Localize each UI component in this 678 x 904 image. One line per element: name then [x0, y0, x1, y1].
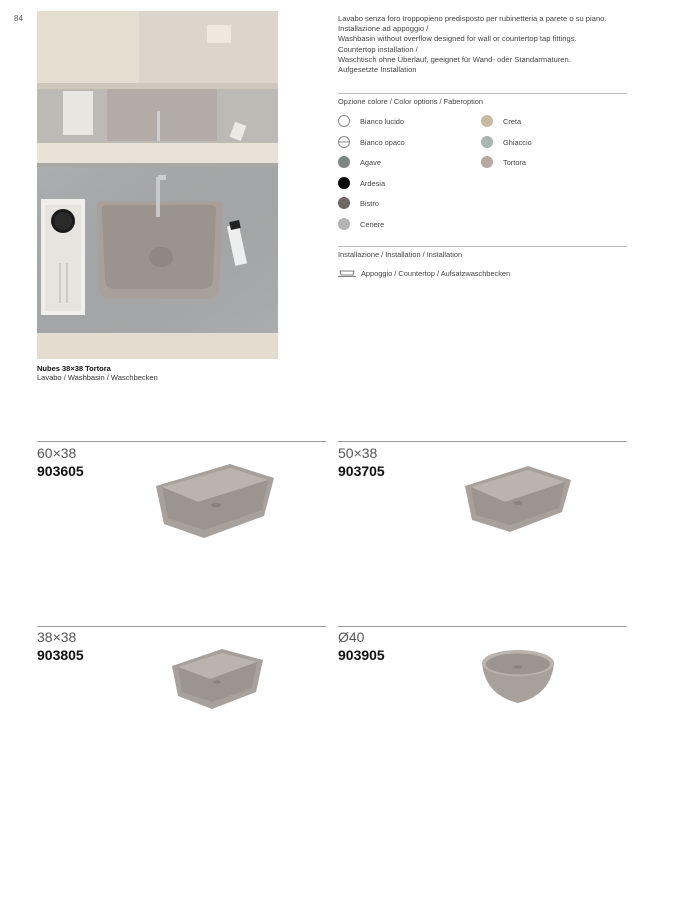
color-label: Cenere [360, 219, 385, 229]
swatch-icon [338, 177, 350, 189]
color-option-creta [481, 115, 521, 127]
product-photo [37, 11, 278, 359]
color-option-tortora [481, 156, 526, 168]
color-option-bianco-lucido [338, 115, 404, 127]
caption-product-name: Nubes 38×38 Tortora [37, 364, 111, 373]
color-option-agave [338, 156, 381, 168]
product-size: 50×38 [338, 445, 378, 461]
swatch-icon [481, 156, 493, 168]
color-option-bianco-opaco [338, 136, 405, 148]
product-code: 903605 [37, 463, 84, 479]
description-line: Waschtisch ohne Überlauf, geeignet für Wand- oder Standarmaturen. [338, 54, 571, 64]
basin-60x38-image [152, 460, 278, 542]
color-label: Tortora [503, 157, 527, 167]
page-number: 84 [14, 14, 23, 23]
basin-50x38-image [462, 462, 574, 536]
swatch-icon [338, 156, 350, 168]
product-divider [37, 441, 326, 442]
color-options-title: Opzione colore / Color options / Faberoption [338, 97, 484, 106]
countertop-icon [338, 270, 356, 278]
product-divider [37, 626, 326, 627]
product-code: 903905 [338, 647, 385, 663]
color-label: Bianco opaco [360, 137, 405, 147]
product-size: Ø40 [338, 629, 365, 645]
color-label: Ardesia [360, 178, 386, 188]
installation-countertop [338, 269, 510, 278]
color-option-ardesia [338, 177, 385, 189]
color-label: Agave [360, 157, 381, 167]
color-option-ghiaccio [481, 136, 532, 148]
color-option-cenere [338, 218, 384, 230]
swatch-icon [481, 115, 493, 127]
swatch-icon [338, 136, 350, 148]
color-label: Bianco lucido [360, 116, 404, 126]
color-option-bistro [338, 197, 379, 209]
product-size: 60×38 [37, 445, 77, 461]
product-code: 903705 [338, 463, 385, 479]
product-size: 38×38 [37, 629, 77, 645]
swatch-icon [338, 115, 350, 127]
installation-label: Appoggio / Countertop / Aufsatzwaschbecken [361, 269, 511, 278]
product-code: 903805 [37, 647, 84, 663]
product-description [338, 14, 638, 75]
description-line: Countertop installation / [338, 44, 418, 54]
product-divider [338, 441, 627, 442]
basin-38x38-image [168, 646, 266, 712]
section-divider [338, 246, 627, 247]
caption-product-type: Lavabo / Washbasin / Waschbecken [37, 373, 158, 382]
color-label: Creta [503, 116, 522, 126]
color-label: Bistro [360, 198, 379, 208]
description-line: Lavabo senza foro troppopieno predisposto per rubinetteria a parete o su piano. [338, 14, 607, 23]
color-label: Ghiaccio [503, 137, 532, 147]
description-line: Installazione ad appoggio / [338, 24, 429, 34]
swatch-icon [338, 197, 350, 209]
installation-title: Installazione / Installation / Installation [338, 250, 463, 259]
description-line: Washbasin without overflow designed for wall or countertop tap fittings. [338, 34, 577, 44]
photo-caption [37, 364, 158, 382]
basin-round-40-image [479, 647, 557, 705]
swatch-icon [338, 218, 350, 230]
product-divider [338, 626, 627, 627]
swatch-icon [481, 136, 493, 148]
description-line: Aufgesetzte Installation [338, 65, 417, 75]
section-divider [338, 93, 627, 94]
